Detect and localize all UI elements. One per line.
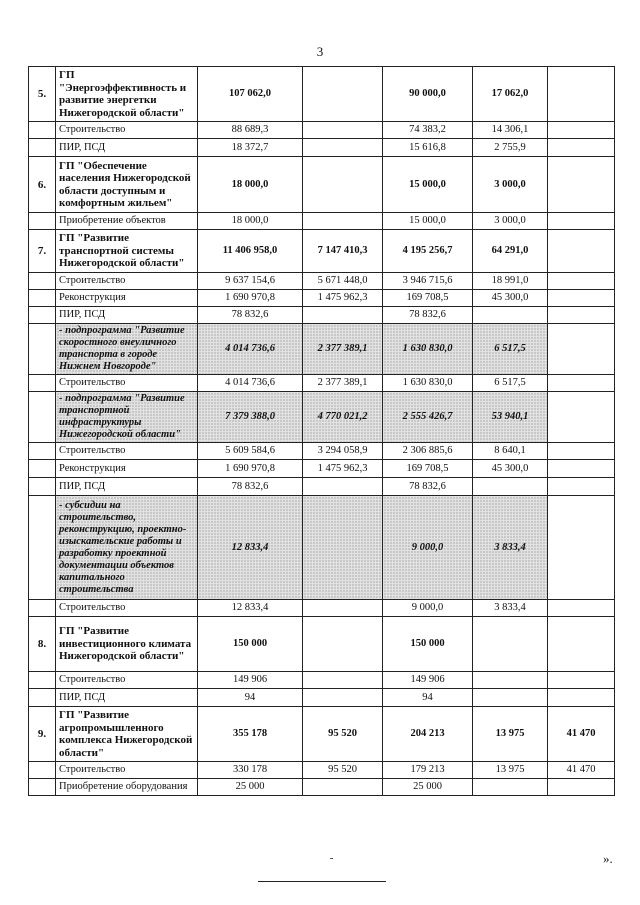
amount-cell-3: 150 000: [383, 617, 473, 672]
amount-cell-4: 13 975: [473, 707, 548, 762]
amount-cell-2: 2 377 389,1: [303, 375, 383, 392]
row-name: Приобретение оборудования: [56, 779, 198, 796]
amount-cell-5: [548, 779, 615, 796]
amount-cell-5: 41 470: [548, 707, 615, 762]
amount-cell-3: 1 630 830,0: [383, 375, 473, 392]
amount-cell-5: [548, 600, 615, 617]
amount-cell-5: [548, 273, 615, 290]
amount-cell-2: [303, 779, 383, 796]
amount-cell-3: 149 906: [383, 672, 473, 689]
amount-cell-1: 1 690 970,8: [198, 460, 303, 478]
table-row: [29, 273, 615, 290]
subprogram-row: [29, 392, 615, 443]
amount-cell-3: 204 213: [383, 707, 473, 762]
amount-cell-4: 13 975: [473, 762, 548, 779]
amount-cell-3: 169 708,5: [383, 290, 473, 307]
row-number: [29, 496, 56, 600]
amount-cell-3: 90 000,0: [383, 67, 473, 122]
row-name: Строительство: [56, 273, 198, 290]
amount-cell-4: 45 300,0: [473, 290, 548, 307]
amount-cell-3: 78 832,6: [383, 478, 473, 496]
row-name: Строительство: [56, 375, 198, 392]
row-name: ГП "Развитие транспортной системы Нижегородской области": [56, 230, 198, 273]
amount-cell-3: 179 213: [383, 762, 473, 779]
table-row: [29, 307, 615, 324]
row-number: [29, 689, 56, 707]
row-number: [29, 290, 56, 307]
table-row: [29, 600, 615, 617]
amount-cell-4: [473, 672, 548, 689]
amount-cell-4: [473, 779, 548, 796]
table-body: [29, 67, 615, 796]
amount-cell-5: [548, 478, 615, 496]
amount-cell-1: 18 000,0: [198, 157, 303, 213]
row-number: [29, 762, 56, 779]
amount-cell-4: 64 291,0: [473, 230, 548, 273]
amount-cell-1: 78 832,6: [198, 478, 303, 496]
amount-cell-3: 4 195 256,7: [383, 230, 473, 273]
row-name: - подпрограмма "Развитие транспортной инфраструктуры Нижегородской области": [56, 392, 198, 443]
amount-cell-5: 41 470: [548, 762, 615, 779]
amount-cell-5: [548, 617, 615, 672]
row-number: [29, 460, 56, 478]
amount-cell-4: 6 517,5: [473, 375, 548, 392]
row-number: 8.: [29, 617, 56, 672]
amount-cell-2: [303, 307, 383, 324]
row-number: [29, 779, 56, 796]
row-number: [29, 672, 56, 689]
row-number: [29, 122, 56, 139]
row-name: Строительство: [56, 672, 198, 689]
amount-cell-2: [303, 213, 383, 230]
amount-cell-1: 355 178: [198, 707, 303, 762]
amount-cell-2: [303, 617, 383, 672]
amount-cell-3: 9 000,0: [383, 496, 473, 600]
amount-cell-5: [548, 392, 615, 443]
table-row: [29, 779, 615, 796]
row-number: [29, 375, 56, 392]
amount-cell-4: 14 306,1: [473, 122, 548, 139]
amount-cell-3: 1 630 830,0: [383, 324, 473, 375]
amount-cell-1: 149 906: [198, 672, 303, 689]
amount-cell-4: 6 517,5: [473, 324, 548, 375]
row-name: Строительство: [56, 600, 198, 617]
amount-cell-5: [548, 213, 615, 230]
table-row: [29, 762, 615, 779]
program-row: [29, 157, 615, 213]
amount-cell-4: 3 833,4: [473, 496, 548, 600]
amount-cell-4: 2 755,9: [473, 139, 548, 157]
amount-cell-3: 78 832,6: [383, 307, 473, 324]
amount-cell-2: 3 294 058,9: [303, 443, 383, 460]
amount-cell-2: 4 770 021,2: [303, 392, 383, 443]
amount-cell-2: 5 671 448,0: [303, 273, 383, 290]
amount-cell-2: [303, 600, 383, 617]
amount-cell-5: [548, 689, 615, 707]
amount-cell-5: [548, 307, 615, 324]
row-name: Реконструкция: [56, 290, 198, 307]
row-name: ГП "Развитие агропромышленного комплекса Нижегородской области": [56, 707, 198, 762]
row-name: - подпрограмма "Развитие скоростного внеуличного транспорта в городе Нижнем Новгороде": [56, 324, 198, 375]
amount-cell-5: [548, 460, 615, 478]
program-row: [29, 230, 615, 273]
amount-cell-4: 53 940,1: [473, 392, 548, 443]
amount-cell-1: 4 014 736,6: [198, 324, 303, 375]
table-row: [29, 139, 615, 157]
program-row: [29, 617, 615, 672]
row-number: 5.: [29, 67, 56, 122]
amount-cell-4: 45 300,0: [473, 460, 548, 478]
row-name: ГП "Обеспечение населения Нижегородской области доступным и комфортным жильем": [56, 157, 198, 213]
amount-cell-5: [548, 157, 615, 213]
amount-cell-3: 2 306 885,6: [383, 443, 473, 460]
amount-cell-2: [303, 122, 383, 139]
amount-cell-1: 9 637 154,6: [198, 273, 303, 290]
row-number: [29, 324, 56, 375]
amount-cell-4: 8 640,1: [473, 443, 548, 460]
row-name: Строительство: [56, 122, 198, 139]
stray-mark: [330, 858, 333, 859]
amount-cell-4: 18 991,0: [473, 273, 548, 290]
amount-cell-5: [548, 496, 615, 600]
amount-cell-3: 15 000,0: [383, 213, 473, 230]
amount-cell-2: [303, 689, 383, 707]
amount-cell-4: 17 062,0: [473, 67, 548, 122]
row-name: ПИР, ПСД: [56, 139, 198, 157]
row-name: ГП "Развитие инвестиционного климата Нижегородской области": [56, 617, 198, 672]
amount-cell-5: [548, 230, 615, 273]
amount-cell-1: 18 000,0: [198, 213, 303, 230]
subprogram-row: [29, 496, 615, 600]
amount-cell-1: 12 833,4: [198, 496, 303, 600]
amount-cell-3: 3 946 715,6: [383, 273, 473, 290]
amount-cell-5: [548, 139, 615, 157]
row-number: [29, 443, 56, 460]
amount-cell-2: [303, 139, 383, 157]
row-name: ГП "Энергоэффективность и развитие энергетки Нижегородской области": [56, 67, 198, 122]
row-number: [29, 307, 56, 324]
amount-cell-3: 169 708,5: [383, 460, 473, 478]
amount-cell-3: 94: [383, 689, 473, 707]
footer-divider: [258, 881, 386, 882]
amount-cell-5: [548, 290, 615, 307]
amount-cell-2: 1 475 962,3: [303, 460, 383, 478]
table-row: [29, 375, 615, 392]
amount-cell-3: 74 383,2: [383, 122, 473, 139]
amount-cell-3: 15 616,8: [383, 139, 473, 157]
amount-cell-2: [303, 67, 383, 122]
closing-quote: ».: [603, 851, 613, 866]
budget-table: [28, 66, 615, 796]
amount-cell-4: [473, 478, 548, 496]
amount-cell-1: 11 406 958,0: [198, 230, 303, 273]
amount-cell-2: 7 147 410,3: [303, 230, 383, 273]
amount-cell-4: 3 000,0: [473, 157, 548, 213]
amount-cell-2: 1 475 962,3: [303, 290, 383, 307]
amount-cell-1: 5 609 584,6: [198, 443, 303, 460]
amount-cell-4: [473, 617, 548, 672]
row-number: [29, 392, 56, 443]
row-number: [29, 478, 56, 496]
subprogram-row: [29, 324, 615, 375]
row-name: ПИР, ПСД: [56, 307, 198, 324]
row-name: Строительство: [56, 762, 198, 779]
amount-cell-3: 25 000: [383, 779, 473, 796]
amount-cell-5: [548, 672, 615, 689]
table-row: [29, 478, 615, 496]
row-number: [29, 139, 56, 157]
amount-cell-1: 12 833,4: [198, 600, 303, 617]
amount-cell-1: 1 690 970,8: [198, 290, 303, 307]
amount-cell-1: 330 178: [198, 762, 303, 779]
amount-cell-1: 150 000: [198, 617, 303, 672]
amount-cell-4: 3 833,4: [473, 600, 548, 617]
amount-cell-2: [303, 478, 383, 496]
amount-cell-3: 15 000,0: [383, 157, 473, 213]
amount-cell-1: 7 379 388,0: [198, 392, 303, 443]
row-number: 6.: [29, 157, 56, 213]
row-number: [29, 213, 56, 230]
amount-cell-5: [548, 375, 615, 392]
amount-cell-1: 4 014 736,6: [198, 375, 303, 392]
amount-cell-5: [548, 67, 615, 122]
amount-cell-5: [548, 122, 615, 139]
amount-cell-1: 107 062,0: [198, 67, 303, 122]
row-name: ПИР, ПСД: [56, 689, 198, 707]
table-row: [29, 213, 615, 230]
amount-cell-2: [303, 672, 383, 689]
page-number: 3: [316, 44, 324, 59]
amount-cell-4: [473, 689, 548, 707]
amount-cell-1: 18 372,7: [198, 139, 303, 157]
amount-cell-4: [473, 307, 548, 324]
amount-cell-2: 2 377 389,1: [303, 324, 383, 375]
amount-cell-3: 9 000,0: [383, 600, 473, 617]
amount-cell-1: 78 832,6: [198, 307, 303, 324]
row-number: 7.: [29, 230, 56, 273]
row-name: Строительство: [56, 443, 198, 460]
table-row: [29, 443, 615, 460]
table-row: [29, 290, 615, 307]
amount-cell-1: 94: [198, 689, 303, 707]
amount-cell-2: [303, 157, 383, 213]
amount-cell-5: [548, 324, 615, 375]
amount-cell-5: [548, 443, 615, 460]
amount-cell-1: 88 689,3: [198, 122, 303, 139]
row-name: ПИР, ПСД: [56, 478, 198, 496]
amount-cell-2: [303, 496, 383, 600]
table-row: [29, 460, 615, 478]
table-row: [29, 672, 615, 689]
row-name: Реконструкция: [56, 460, 198, 478]
amount-cell-3: 2 555 426,7: [383, 392, 473, 443]
table-row: [29, 689, 615, 707]
row-number: [29, 273, 56, 290]
row-number: [29, 600, 56, 617]
row-name: Приобретение объектов: [56, 213, 198, 230]
table-row: [29, 122, 615, 139]
program-row: [29, 707, 615, 762]
row-name: - субсидии на строительство, реконструкцию, проектно-изыскательские работы и разработку проектной документации объектов капитального строительства: [56, 496, 198, 600]
amount-cell-4: 3 000,0: [473, 213, 548, 230]
program-row: [29, 67, 615, 122]
amount-cell-2: 95 520: [303, 707, 383, 762]
row-number: 9.: [29, 707, 56, 762]
amount-cell-2: 95 520: [303, 762, 383, 779]
amount-cell-1: 25 000: [198, 779, 303, 796]
